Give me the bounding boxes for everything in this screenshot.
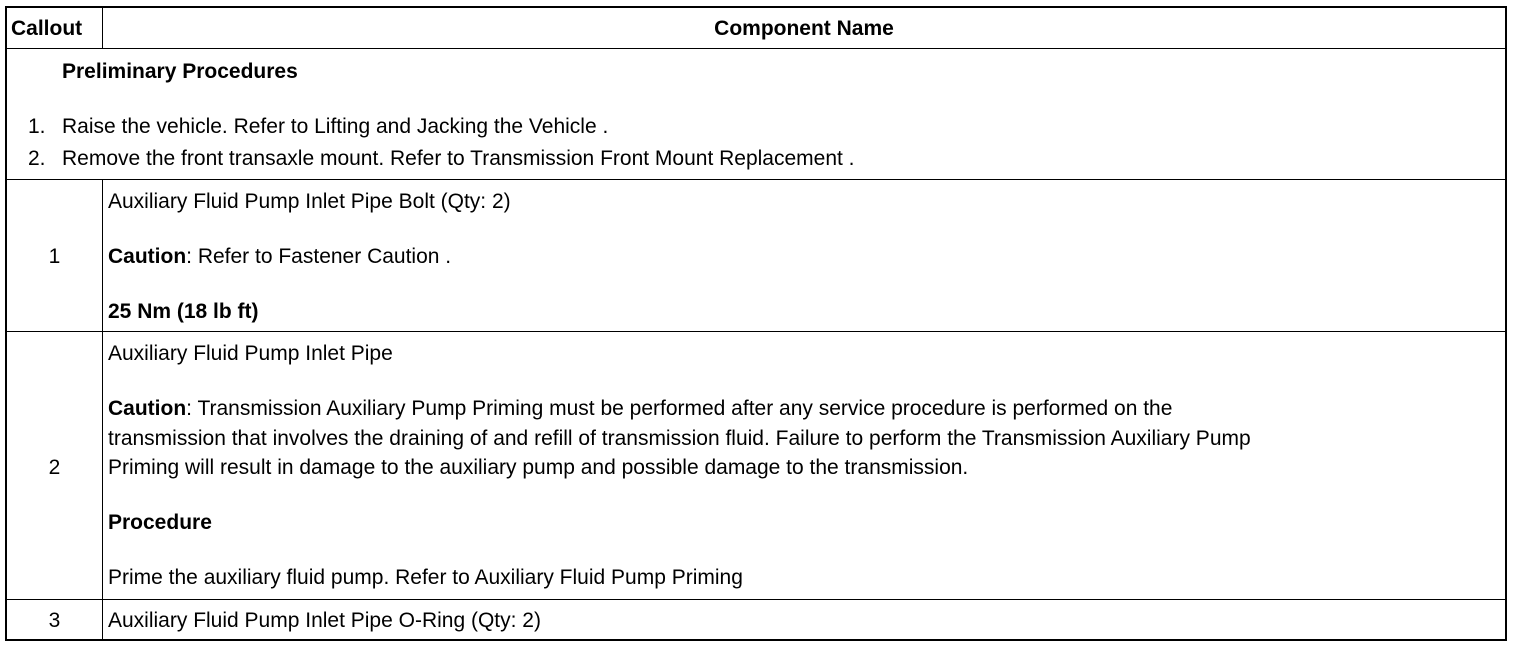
step-number: 2. (28, 147, 46, 170)
row-2-caution-line-3: Priming will result in damage to the auxiliary pump and possible damage to the transmission. (108, 456, 969, 479)
caution-text: : Refer to Fastener Caution . (186, 245, 452, 268)
row-3-component-name: Auxiliary Fluid Pump Inlet Pipe O-Ring (Qty: 2) (108, 609, 541, 632)
row-1-torque: 25 Nm (18 lb ft) (108, 300, 259, 323)
header-component-name: Component Name (714, 17, 894, 40)
header-callout: Callout (11, 17, 83, 40)
row-2-component-name: Auxiliary Fluid Pump Inlet Pipe (108, 342, 393, 365)
caution-label: Caution (108, 245, 187, 268)
column-divider-body (102, 179, 103, 641)
row-2-procedure-label: Procedure (108, 511, 212, 534)
row-1-divider (7, 331, 1505, 332)
component-table (5, 6, 1507, 641)
header-divider (7, 48, 1505, 49)
row-1-caution (108, 242, 451, 272)
step-text: Raise the vehicle. Refer to Lifting and Jacking the Vehicle . (62, 115, 609, 138)
caution-text: : Transmission Auxiliary Pump Priming must be performed after any service procedure is performed on the (186, 397, 1173, 420)
step-text: Remove the front transaxle mount. Refer to Transmission Front Mount Replacement . (62, 147, 855, 170)
row-1-callout: 1 (48, 245, 61, 268)
row-1-component-name: Auxiliary Fluid Pump Inlet Pipe Bolt (Qty: 2) (108, 190, 511, 213)
preliminary-divider (7, 179, 1505, 180)
row-2-divider (7, 599, 1505, 600)
row-2-caution-line-2: transmission that involves the draining of and refill of transmission fluid. Failure to perform the Transmission Auxiliary Pump (108, 427, 1251, 450)
caution-label: Caution (108, 397, 187, 420)
preliminary-title: Preliminary Procedures (62, 60, 298, 83)
step-number: 1. (28, 115, 46, 138)
row-2-procedure-text: Prime the auxiliary fluid pump. Refer to Auxiliary Fluid Pump Priming (108, 566, 743, 589)
row-2-callout: 2 (48, 456, 61, 479)
row-3-callout: 3 (48, 609, 61, 632)
row-2-caution-line-1 (108, 394, 1172, 424)
